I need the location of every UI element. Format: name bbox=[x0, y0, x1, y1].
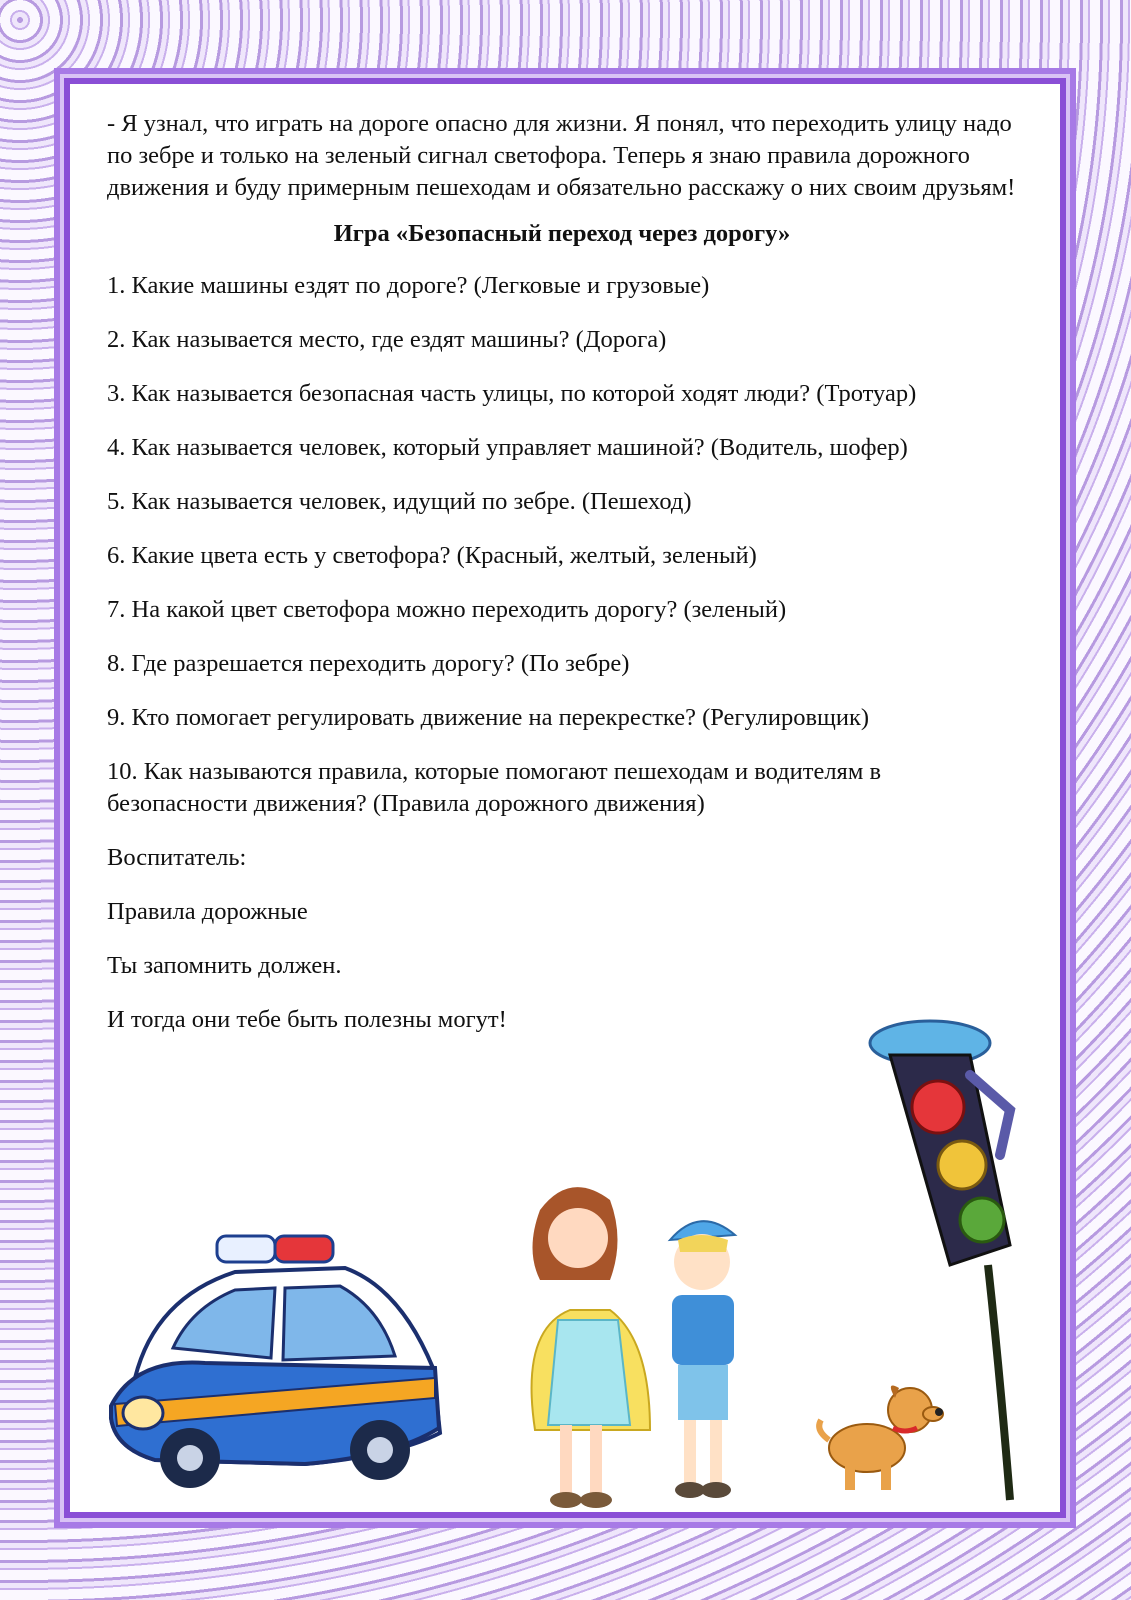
question-10: 10. Как называются правила, которые помогают пешеходам и водителям в безопасности движения? (Правила дорожного движения) bbox=[107, 758, 882, 817]
question-9: 9. Кто помогает регулировать движение на перекрестке? (Регулировщик) bbox=[107, 704, 870, 731]
intro-paragraph: - Я узнал, что играть на дороге опасно для жизни. Я понял, что переходить улицу надо по зебре и только на зеленый сигнал светофора. Теперь я знаю правила дорожного движения и буду примерным пешеходам и обязательно расскажу о них своим друзьям! bbox=[107, 110, 1016, 201]
dog-illustration bbox=[815, 1370, 945, 1495]
question-4: 4. Как называется человек, который управляет машиной? (Водитель, шофер) bbox=[107, 434, 908, 461]
question-1: 1. Какие машины ездят по дороге? (Легковые и грузовые) bbox=[107, 272, 710, 299]
children-illustration bbox=[500, 1170, 800, 1515]
question-5: 5. Как называется человек, идущий по зебре. (Пешеход) bbox=[107, 488, 692, 515]
poem-line-2: Ты запомнить должен. bbox=[107, 952, 342, 979]
police-car-illustration bbox=[95, 1228, 465, 1493]
question-2: 2. Как называется место, где ездят машины? (Дорога) bbox=[107, 326, 667, 353]
question-3: 3. Как называется безопасная часть улицы, по которой ходят люди? (Тротуар) bbox=[107, 380, 917, 407]
game-title: Игра «Безопасный переход через дорогу» bbox=[333, 220, 791, 247]
teacher-label: Воспитатель: bbox=[107, 844, 247, 871]
poem-line-3: И тогда они тебе быть полезны могут! bbox=[107, 1006, 507, 1033]
poem-line-1: Правила дорожные bbox=[107, 898, 308, 925]
question-8: 8. Где разрешается переходить дорогу? (По зебре) bbox=[107, 650, 630, 677]
document-body bbox=[107, 108, 1017, 1058]
question-7: 7. На какой цвет светофора можно переходить дорогу? (зеленый) bbox=[107, 596, 787, 623]
question-6: 6. Какие цвета есть у светофора? (Красный, желтый, зеленый) bbox=[107, 542, 757, 569]
